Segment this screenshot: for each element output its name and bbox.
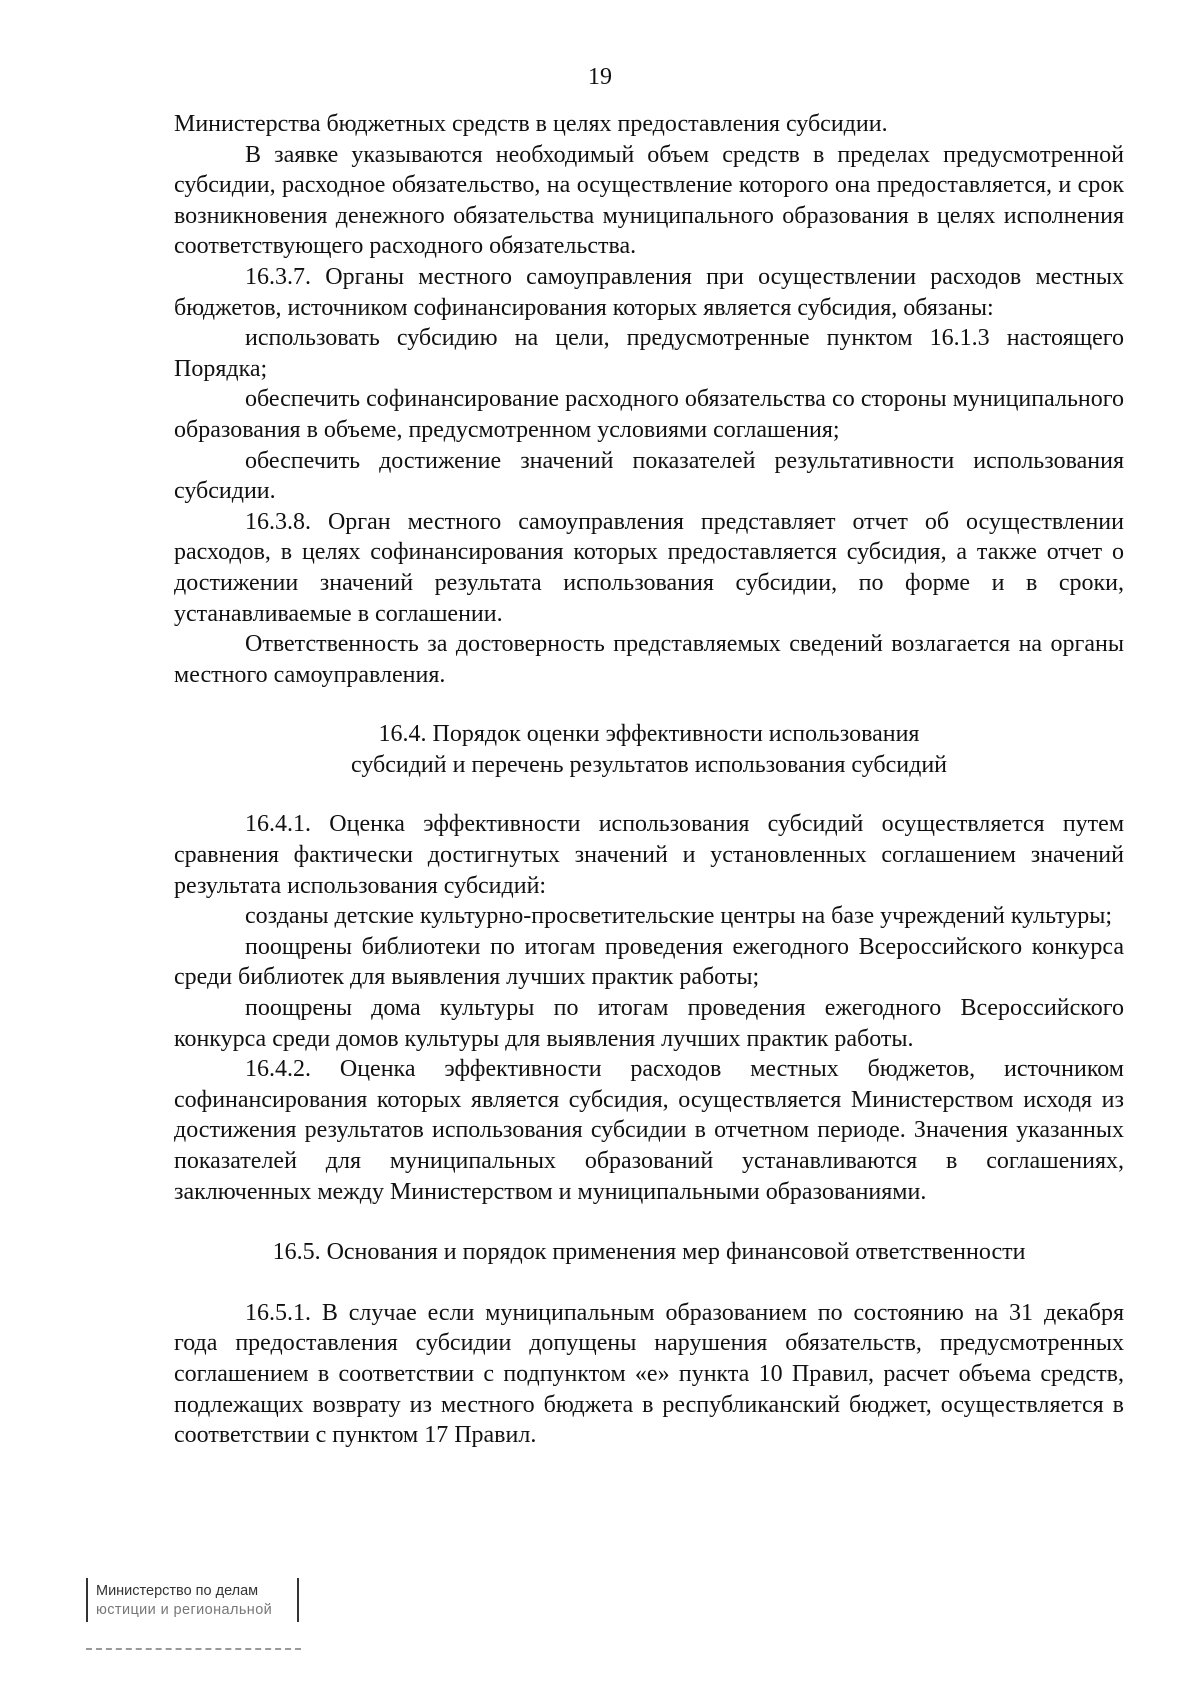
list-item: поощрены дома культуры по итогам проведения ежегодного Всероссийского конкурса среди домов культуры для выявления лучших практик работы.: [174, 995, 1124, 1052]
page-number: 19: [588, 64, 612, 90]
stamp-line: юстиции и региональной: [96, 1602, 273, 1618]
list-item: созданы детские культурно-просветительские центры на базе учреждений культуры;: [245, 903, 1113, 930]
paragraph: Ответственность за достоверность представляемых сведений возлагается на органы местного самоуправления.: [174, 631, 1124, 688]
document-body: [174, 109, 1124, 1451]
list-item: использовать субсидию на цели, предусмотренные пунктом 16.1.3 настоящего Порядка;: [174, 325, 1124, 382]
stamp-line: Министерство по делам: [96, 1583, 259, 1599]
ministry-stamp: [86, 1578, 299, 1622]
paragraph-16-3-7: 16.3.7. Органы местного самоуправления при осуществлении расходов местных бюджетов, источником софинансирования которых является субсидия, обязаны:: [174, 263, 1124, 321]
list-item: обеспечить софинансирование расходного обязательства со стороны муниципального образования в объеме, предусмотренном условиями соглашения;: [174, 386, 1124, 443]
section-heading-16-4: [174, 719, 1124, 780]
heading-line: субсидий и перечень результатов использования субсидий: [350, 751, 948, 778]
list-item: поощрены библиотеки по итогам проведения ежегодного Всероссийского конкурса среди библиотек для выявления лучших практик работы;: [174, 933, 1124, 991]
paragraph-16-5-1: 16.5.1. В случае если муниципальным образованием по состоянию на 31 декабря года предоставления субсидии допущены нарушения обязательств, предусмотренных соглашением в соответствии с подпунктом «е» пункта 10 Правил, расчет объема средств, подлежащих возврату из местного бюджета в республиканский бюджет, осуществляется в соответствии с пунктом 17 Правил.: [174, 1299, 1124, 1449]
paragraph-continuation: Министерства бюджетных средств в целях предоставления субсидии.: [174, 111, 888, 137]
paragraph: В заявке указываются необходимый объем средств в пределах предусмотренной субсидии, расходное обязательство, на осуществление которого она предоставляется, и срок возникновения денежного обязательства муниципального образования в целях исполнения соответствующего расходного обязательства.: [174, 141, 1124, 260]
list-item: обеспечить достижение значений показателей результативности использования субсидии.: [174, 447, 1124, 505]
paragraph-16-4-1: 16.4.1. Оценка эффективности использования субсидий осуществляется путем сравнения фактически достигнутых значений и установленных соглашением значений результата использования субсидий:: [174, 811, 1124, 899]
paragraph-16-3-8: 16.3.8. Орган местного самоуправления представляет отчет об осуществлении расходов, в целях софинансирования которых предоставляется субсидия, а также отчет о достижении значений результата использования субсидии, по форме и в сроки, устанавливаемые в соглашении.: [174, 508, 1124, 627]
heading-line: 16.4. Порядок оценки эффективности использования: [378, 721, 920, 748]
paragraph-16-4-2: 16.4.2. Оценка эффективности расходов местных бюджетов, источником софинансирования которых является субсидия, осуществляется Министерством исходя из достижения результатов использования субсидии в отчетном периоде. Значения указанных показателей для муниципальных образований устанавливаются в соглашениях, заключенных между Министерством и муниципальными образованиями.: [174, 1056, 1124, 1205]
section-heading-16-5: 16.5. Основания и порядок применения мер финансовой ответственности: [272, 1239, 1026, 1266]
stamp-divider: [86, 1648, 301, 1650]
